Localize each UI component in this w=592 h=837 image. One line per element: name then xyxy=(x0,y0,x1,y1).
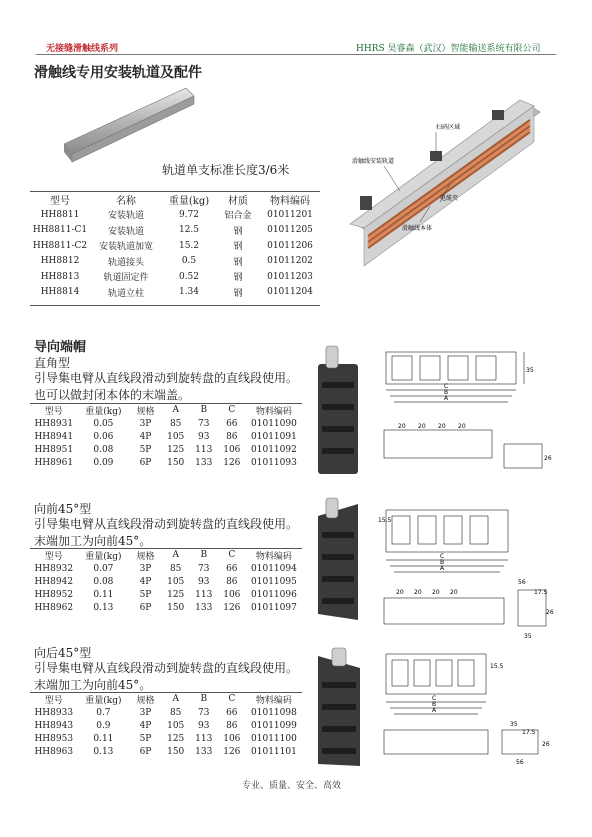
table-cell: 规格 xyxy=(136,551,155,562)
col-name: 名称 xyxy=(116,196,136,207)
dimension-label: 20 xyxy=(414,589,422,596)
table-cell: 3P xyxy=(139,563,152,574)
table-cell: HH8951 xyxy=(34,444,74,455)
table-cell: 01011101 xyxy=(251,746,297,757)
dimension-label: 20 xyxy=(458,423,466,430)
rail-assembly-diagram xyxy=(340,76,548,238)
dimension-label: 20 xyxy=(396,589,404,596)
label-clip: 电缆夹 xyxy=(440,195,459,202)
table-cell: 0.06 xyxy=(93,431,114,442)
table-cell: 物料编码 xyxy=(255,551,292,562)
table-cell: 0.5 xyxy=(181,256,197,267)
table-row xyxy=(30,562,302,575)
rail-table xyxy=(30,192,320,300)
table-cell: 5P xyxy=(139,589,152,600)
table-cell: 铝合金 xyxy=(224,211,252,222)
label-mount-rail: 滑触线安装轨道 xyxy=(352,158,395,165)
rail-table-bottom-rule xyxy=(30,305,320,306)
dimension-label: 20 xyxy=(418,423,426,430)
table-cell: HH8811-C2 xyxy=(32,240,88,251)
table-cell: 01011206 xyxy=(267,240,313,251)
table-header xyxy=(30,403,302,417)
header-divider xyxy=(36,54,556,55)
table-cell: 4P xyxy=(139,431,152,442)
table-row xyxy=(30,269,320,285)
table-cell: 1.34 xyxy=(178,287,200,298)
table-cell: HH8942 xyxy=(34,576,74,587)
rail-length-note: 轨道单支标准长度3/6米 xyxy=(162,163,290,177)
table-cell: 钢 xyxy=(233,273,243,284)
table-cell: 9.72 xyxy=(178,209,200,220)
table-cell: 113 xyxy=(195,733,213,744)
table-cell: 轨道立柱 xyxy=(107,288,144,299)
table-cell: 6P xyxy=(139,746,152,757)
table-row xyxy=(30,238,320,254)
rail-section-title: 滑触线专用安装轨道及配件 xyxy=(34,65,202,81)
table-cell: 126 xyxy=(223,746,241,757)
table-row xyxy=(30,443,302,456)
table-cell: 钢 xyxy=(233,242,243,253)
table-cell: 73 xyxy=(198,707,210,718)
table-cell: 0.7 xyxy=(96,707,111,718)
table-cell: 安装轨道加宽 xyxy=(98,242,153,253)
table-cell: 型号 xyxy=(44,406,63,417)
table-cell: 113 xyxy=(195,444,213,455)
table-cell: 01011095 xyxy=(251,576,297,587)
table-cell: HH8963 xyxy=(34,746,74,757)
dimension-label: 26 xyxy=(546,609,554,616)
group-description: 引导集电臂从直线段滑动到旋转盘的直线段使用。也可以做封闭本体的末端盖。 xyxy=(34,371,299,402)
table-cell: 5P xyxy=(139,733,152,744)
group-description: 引导集电臂从直线段滑动到旋转盘的直线段使用。末端加工为向前45°。 xyxy=(34,661,299,692)
dimension-label: 26 xyxy=(544,455,552,462)
table-cell: HH8941 xyxy=(34,431,74,442)
table-cell: 106 xyxy=(223,589,241,600)
group-subtitle: 直角型 xyxy=(34,356,71,370)
table-cell: 66 xyxy=(226,418,238,429)
table-cell: 01011203 xyxy=(267,271,313,282)
dimension-label: C xyxy=(432,695,437,702)
col-code: 物料编码 xyxy=(270,196,310,207)
guide-table-forward-45 xyxy=(30,548,302,614)
table-cell: 型号 xyxy=(44,551,63,562)
drawing-right-angle xyxy=(378,346,550,486)
table-cell: 01011094 xyxy=(251,563,297,574)
table-cell: 125 xyxy=(167,589,185,600)
table-cell: 型号 xyxy=(44,695,63,706)
table-cell: 0.08 xyxy=(93,576,114,587)
table-header xyxy=(30,692,302,706)
table-cell: B xyxy=(200,550,208,560)
dimension-label: B xyxy=(440,559,445,566)
table-cell: 126 xyxy=(223,602,241,613)
table-cell: 安装轨道 xyxy=(107,211,144,222)
table-cell: 106 xyxy=(223,444,241,455)
table-cell: 0.08 xyxy=(93,444,114,455)
guide-table-right-angle xyxy=(30,403,302,469)
company-name: HHRS 昊睿森（武汉）智能输送系统有限公司 xyxy=(356,44,541,54)
dimension-label: 20 xyxy=(438,423,446,430)
table-cell: 0.11 xyxy=(93,589,114,600)
dimension-label: 26 xyxy=(542,741,550,748)
table-cell: 0.13 xyxy=(93,746,114,757)
table-row xyxy=(30,207,320,223)
guide-section-title: 导向端帽 xyxy=(34,340,87,355)
table-cell: 钢 xyxy=(233,288,243,299)
table-cell: 3P xyxy=(139,707,152,718)
guide-table-backward-45 xyxy=(30,692,302,758)
table-row xyxy=(30,719,302,732)
table-cell: A xyxy=(172,405,179,415)
table-row xyxy=(30,254,320,270)
table-cell: 0.05 xyxy=(93,418,114,429)
table-cell: 重量(kg) xyxy=(85,406,122,417)
table-cell: 01011204 xyxy=(267,287,313,298)
drawing-forward-45 xyxy=(378,506,554,648)
table-cell: 01011202 xyxy=(267,256,313,267)
table-cell: C xyxy=(228,405,236,415)
table-cell: 93 xyxy=(198,720,210,731)
table-cell: 0.52 xyxy=(178,271,200,282)
table-cell: 150 xyxy=(167,602,185,613)
table-cell: HH8953 xyxy=(34,733,74,744)
rail-table-header xyxy=(30,192,320,207)
table-header xyxy=(30,548,302,562)
dimension-label: 35 xyxy=(526,367,534,374)
table-cell: 0.13 xyxy=(93,602,114,613)
dimension-label: B xyxy=(444,389,449,396)
dimension-label: C xyxy=(440,553,445,560)
table-cell: 15.2 xyxy=(178,240,200,251)
table-cell: 126 xyxy=(223,457,241,468)
table-cell: 5P xyxy=(139,444,152,455)
table-row xyxy=(30,417,302,430)
dimension-label: 56 xyxy=(518,579,526,586)
table-cell: HH8811-C1 xyxy=(32,225,88,236)
col-model: 型号 xyxy=(50,196,70,207)
dimension-label: 35 xyxy=(524,633,532,640)
group-subtitle: 向后45°型 xyxy=(34,646,92,660)
table-cell: HH8813 xyxy=(40,271,80,282)
footer-slogan: 专业、质量、安全、高效 xyxy=(242,781,342,791)
col-weight: 重量(kg) xyxy=(168,196,210,207)
label-body: 滑触线本体 xyxy=(402,225,433,232)
table-row xyxy=(30,588,302,601)
dimension-label: 56 xyxy=(516,759,524,766)
table-cell: 规格 xyxy=(136,695,155,706)
table-cell: HH8814 xyxy=(40,287,80,298)
label-coupler: 扫码区域 xyxy=(436,124,461,131)
table-cell: 133 xyxy=(195,746,213,757)
table-cell: 85 xyxy=(169,707,182,718)
dimension-label: C xyxy=(444,383,449,390)
table-cell: C xyxy=(228,694,236,704)
dimension-label: 15.5 xyxy=(490,663,504,670)
table-cell: 73 xyxy=(198,563,210,574)
table-cell: 01011092 xyxy=(251,444,297,455)
table-cell: 01011100 xyxy=(251,733,297,744)
table-cell: 钢 xyxy=(233,226,243,237)
table-cell: 01011097 xyxy=(251,602,297,613)
table-cell: HH8811 xyxy=(40,209,80,220)
table-cell: 01011201 xyxy=(267,209,313,220)
table-row xyxy=(30,706,302,719)
table-cell: 物料编码 xyxy=(255,406,292,417)
table-cell: HH8962 xyxy=(34,602,74,613)
end-cap-photo-right-angle xyxy=(310,344,368,479)
dimension-label: B xyxy=(432,701,437,708)
table-cell: 113 xyxy=(195,589,213,600)
table-cell: HH8952 xyxy=(34,589,74,600)
table-cell: 规格 xyxy=(136,406,155,417)
table-cell: 轨道固定件 xyxy=(103,273,149,284)
group-description: 引导集电臂从直线段滑动到旋转盘的直线段使用。末端加工为向前45°。 xyxy=(34,517,299,548)
table-cell: HH8931 xyxy=(34,418,74,429)
dimension-label: 20 xyxy=(450,589,458,596)
table-cell: 0.9 xyxy=(96,720,111,731)
table-cell: 6P xyxy=(139,602,152,613)
table-cell: HH8933 xyxy=(34,707,74,718)
dimension-label: 17.5 xyxy=(522,729,536,736)
group-subtitle: 向前45°型 xyxy=(34,502,92,516)
table-cell: 150 xyxy=(167,457,185,468)
table-cell: 01011091 xyxy=(251,431,297,442)
table-cell: 66 xyxy=(226,563,238,574)
table-row xyxy=(30,745,302,758)
table-cell: B xyxy=(200,405,208,415)
table-cell: 4P xyxy=(139,576,152,587)
table-cell: 0.07 xyxy=(93,563,114,574)
table-cell: 106 xyxy=(223,733,241,744)
end-cap-photo-backward-45 xyxy=(310,646,370,771)
table-cell: 01011096 xyxy=(251,589,297,600)
table-cell: 125 xyxy=(167,444,185,455)
end-cap-photo-forward-45 xyxy=(310,496,368,626)
dimension-label: A xyxy=(432,707,437,714)
table-cell: 01011099 xyxy=(251,720,297,731)
table-cell: 73 xyxy=(198,418,210,429)
table-cell: 重量(kg) xyxy=(85,695,122,706)
table-cell: 105 xyxy=(167,576,185,587)
table-cell: 150 xyxy=(167,746,185,757)
table-cell: 重量(kg) xyxy=(85,551,122,562)
table-cell: 3P xyxy=(139,418,152,429)
dimension-label: 35 xyxy=(510,721,518,728)
table-row xyxy=(30,285,320,301)
dimension-label: 17.5 xyxy=(534,589,548,596)
series-label: 无接缝滑触线系列 xyxy=(46,44,119,54)
table-row xyxy=(30,575,302,588)
table-cell: 01011205 xyxy=(267,225,313,236)
table-row xyxy=(30,456,302,469)
dimension-label: 20 xyxy=(432,589,440,596)
table-cell: HH8961 xyxy=(34,457,74,468)
table-cell: HH8812 xyxy=(40,256,80,267)
table-cell: 01011098 xyxy=(251,707,297,718)
table-row xyxy=(30,223,320,239)
dimension-label: A xyxy=(444,395,449,402)
table-cell: HH8932 xyxy=(34,563,74,574)
table-cell: 125 xyxy=(167,733,185,744)
drawing-backward-45 xyxy=(378,650,550,772)
table-cell: 物料编码 xyxy=(255,695,292,706)
table-cell: 85 xyxy=(169,563,182,574)
dimension-label: A xyxy=(440,565,445,572)
table-cell: 6P xyxy=(139,457,152,468)
table-cell: C xyxy=(228,550,236,560)
table-row xyxy=(30,601,302,614)
table-cell: A xyxy=(172,694,179,704)
table-cell: 133 xyxy=(195,457,213,468)
table-cell: 钢 xyxy=(233,257,243,268)
table-cell: 86 xyxy=(226,720,238,731)
dimension-label: 15.5 xyxy=(378,517,392,524)
table-cell: 93 xyxy=(198,576,210,587)
table-cell: 轨道接头 xyxy=(107,257,144,268)
table-cell: 01011090 xyxy=(251,418,297,429)
table-cell: 66 xyxy=(226,707,238,718)
rail-photo xyxy=(58,82,198,164)
col-material: 材质 xyxy=(228,196,248,207)
table-cell: B xyxy=(200,694,208,704)
table-cell: 0.09 xyxy=(93,457,114,468)
table-cell: 133 xyxy=(195,602,213,613)
table-cell: 86 xyxy=(226,576,238,587)
table-cell: 4P xyxy=(139,720,152,731)
table-cell: 85 xyxy=(169,418,182,429)
table-cell: 105 xyxy=(167,431,185,442)
table-cell: A xyxy=(172,550,179,560)
table-cell: 93 xyxy=(198,431,210,442)
table-cell: 105 xyxy=(167,720,185,731)
table-cell: 86 xyxy=(226,431,238,442)
dimension-label: 20 xyxy=(398,423,406,430)
table-row xyxy=(30,430,302,443)
table-cell: 0.11 xyxy=(93,733,114,744)
table-cell: 安装轨道 xyxy=(107,226,144,237)
table-row xyxy=(30,732,302,745)
table-cell: 12.5 xyxy=(178,225,200,236)
table-cell: 01011093 xyxy=(251,457,297,468)
table-cell: HH8943 xyxy=(34,720,74,731)
